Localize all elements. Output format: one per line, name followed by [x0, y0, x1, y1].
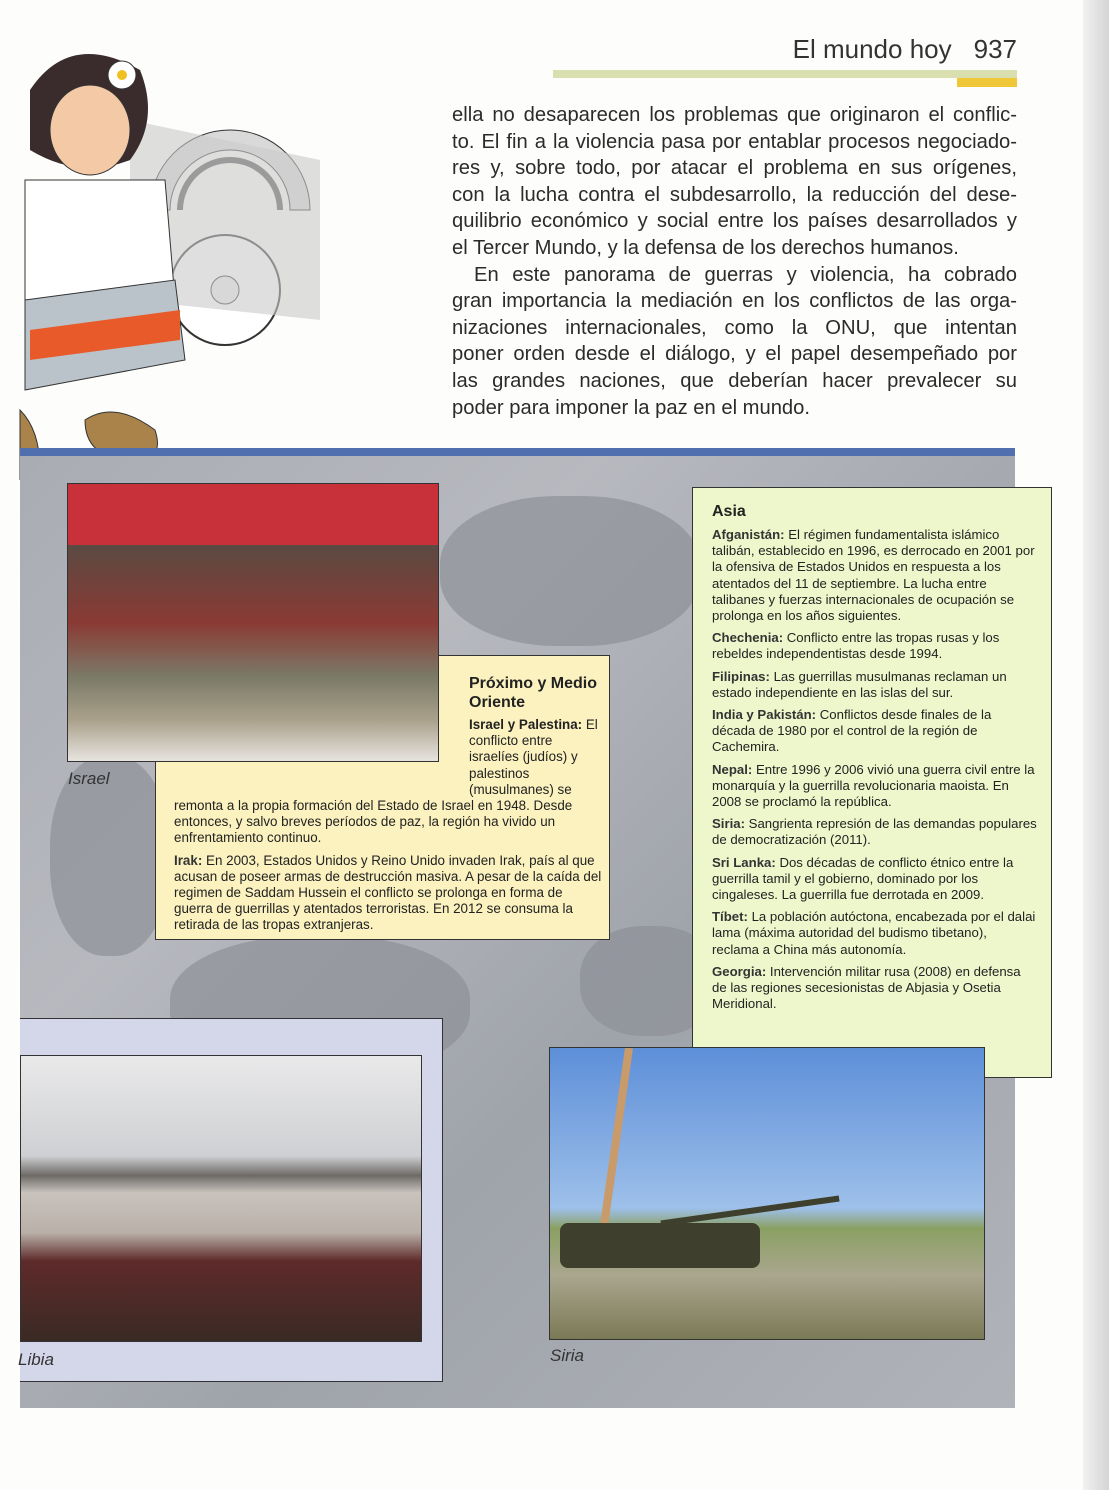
header-bar — [553, 70, 1017, 78]
text-line: res y, sobre todo, por atacar el problema en sus orígenes, — [452, 157, 1017, 180]
entry — [712, 855, 1037, 904]
box-title: Asia — [712, 503, 746, 520]
entry-text: La población autóctona, encabezada por el dalai lama (máxima autoridad del budismo tibetano), reclama a China más autonomía. — [712, 909, 1036, 957]
caption-israel: Israel — [68, 769, 110, 788]
scan-edge-shadow — [1083, 0, 1109, 1490]
text-line: to. El fin a la violencia pasa por entablar procesos negociado- — [452, 130, 1017, 153]
entry-term: Israel y Palestina: — [469, 717, 583, 732]
text-line: En este panorama de guerras y violencia, ha cobrado — [474, 263, 1017, 286]
entry-text: Las guerrillas musulmanas reclaman un estado independiente en las islas del sur. — [712, 668, 1007, 700]
entry-term: Irak: — [174, 852, 203, 868]
text-line: quilibrio económico y social entre los países desarrollados y — [452, 210, 1017, 233]
text-line: las grandes naciones, que deberían hacer prevalecer su — [452, 369, 1017, 392]
entry — [174, 853, 603, 934]
entry-text: El régimen fundamentalista islámico talibán, establecido en 1996, es derrocado en 2001 por la ofensiva de Estados Unidos en respuesta a los atentados del 11 de septiembre. La lucha entre talibanes y fuerzas internacionales de ocupación se prolonga en los años siguientes. — [712, 527, 1035, 624]
caption-siria: Siria — [550, 1346, 585, 1365]
entry-text: En 2003, Estados Unidos y Reino Unido invaden Irak, país al que acusan de poseer armas de destrucción masiva. A pesar de la caída del regimen de Saddam Hussein el conflicto se prolonga en forma de guerra de guerrillas y atentados terroristas. En 2012 se consuma la retirada de las tropas extranjeras. — [174, 852, 602, 933]
entry-term: Chechenia: — [712, 630, 784, 646]
entry-text: Entre 1996 y 2006 vivió una guerra civil entre la monarquía y la guerrilla revolucionaria maoista. En 2008 se proclamó la república. — [712, 761, 1035, 810]
entry-term: Georgia: — [712, 963, 767, 979]
entry — [712, 669, 1037, 701]
entry — [712, 630, 1037, 662]
text-line: poner orden desde el diálogo, y el papel desempeñado por — [452, 343, 1017, 366]
entry-text: Conflictos desde finales de la década de 1980 por el control de la región de Cachemira. — [712, 707, 992, 755]
entry-term: Sri Lanka: — [712, 854, 776, 870]
page-number: 937 — [973, 34, 1017, 64]
text-line: poder para imponer la paz en el mundo. — [452, 396, 810, 419]
entry-term: Filipinas: — [712, 668, 770, 684]
entry-text: Sangrienta represión de las demandas populares de democratización (2011). — [712, 816, 1037, 848]
text-line: con la lucha contra el subdesarrollo, la reducción del dese- — [452, 183, 1017, 206]
photo-israel — [67, 483, 439, 762]
entry-term: Afganistán: — [712, 527, 785, 542]
entry — [712, 964, 1037, 1013]
text-line: ella no desaparecen los problemas que originaron el conflic- — [452, 104, 1017, 126]
asia-box — [692, 487, 1052, 1078]
hippie-girl-illustration — [0, 0, 330, 480]
text-line: el Tercer Mundo, y la defensa de los derechos humanos. — [452, 236, 959, 259]
entry-text: Dos décadas de conflicto étnico entre la guerrilla tamil y el gobierno, dominado por los cingaleses. La guerrilla fue derrotada en 2009. — [712, 854, 1014, 903]
running-header — [0, 34, 1017, 65]
box-title: Próximo y Medio Oriente — [469, 675, 598, 711]
text-line: gran importancia la mediación en los conflictos de las orga- — [452, 290, 1017, 313]
section-title: El mundo hoy — [792, 34, 952, 64]
entry — [712, 707, 1037, 756]
entry-term: Nepal: — [712, 761, 753, 777]
entry-text: Intervención militar rusa (2008) en defensa de las regiones secesionistas de Abjasia y Osetia Meridional. — [712, 963, 1021, 1012]
photo-libia — [20, 1055, 422, 1342]
entry-term: Siria: — [712, 816, 745, 832]
entry-text: El conflicto entre israelíes (judíos) y palestinos (musulmanes) se remonta a la propia formación del Estado de Israel en 1948. Desde entonces, y salvo breves períodos de paz, la región ha vivido un enfrentamiento continuo. — [174, 717, 598, 846]
entry — [712, 527, 1037, 624]
entry — [712, 909, 1037, 958]
entry-term: India y Pakistán: — [712, 707, 817, 723]
caption-libia: Libia — [18, 1350, 54, 1369]
text-line: nizaciones internacionales, como la ONU, que intentan — [452, 316, 1017, 339]
entry — [712, 816, 1037, 848]
body-text — [452, 102, 1017, 421]
entry — [712, 762, 1037, 811]
entry-text: Conflicto entre las tropas rusas y los rebeldes independentistas desde 1994. — [712, 630, 1000, 662]
photo-siria — [549, 1047, 985, 1340]
entry-term: Tíbet: — [712, 909, 748, 925]
header-accent — [957, 78, 1017, 87]
